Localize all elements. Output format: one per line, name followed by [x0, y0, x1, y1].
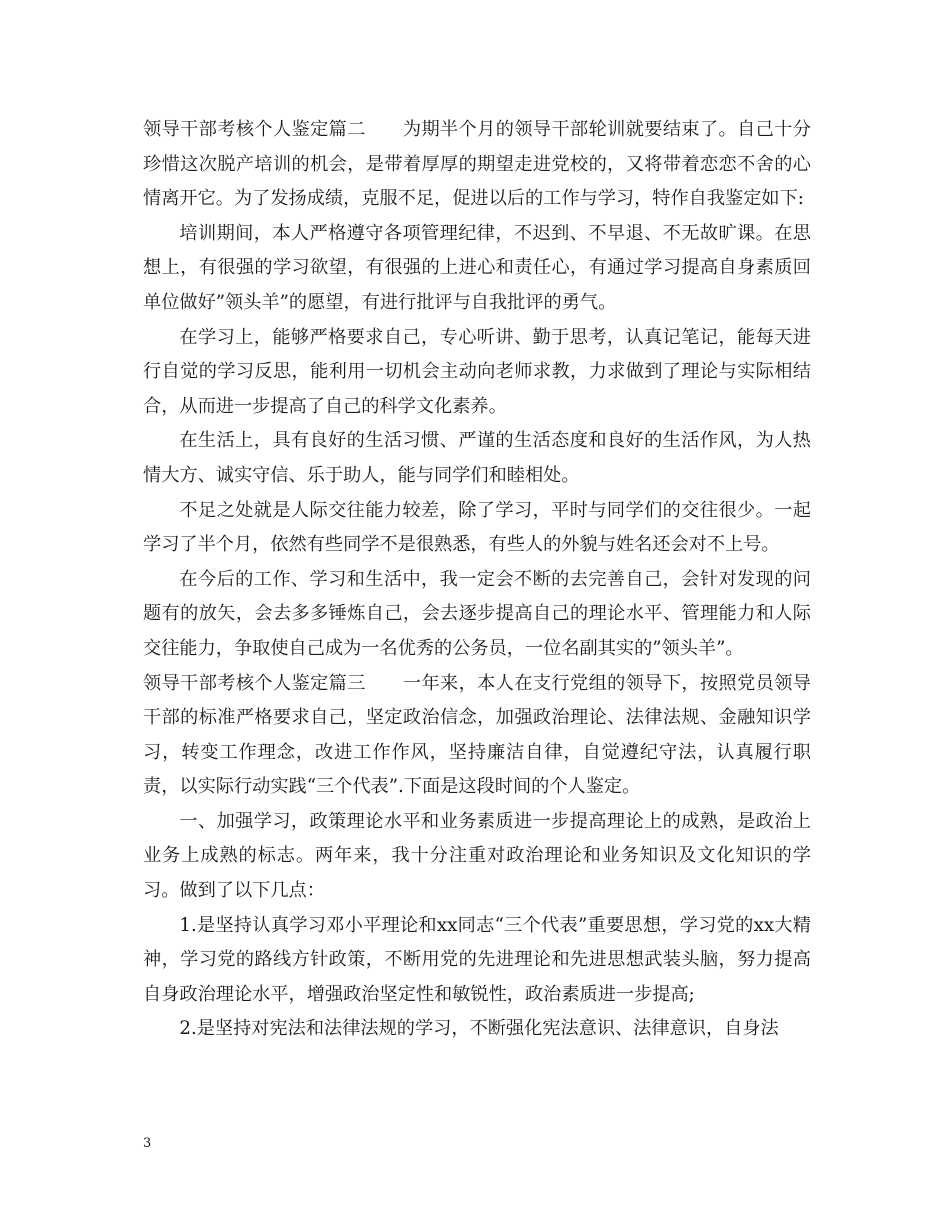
paragraph-8: 一、加强学习，政策理论水平和业务素质进一步提高理论上的成熟，是政治上业务上成熟的标志。两年来，我十分注重对政治理论和业务知识及文化知识的学习。做到了以下几点：	[143, 810, 811, 902]
paragraph-10: 2.是坚持对宪法和法律法规的学习，不断强化宪法意识、法律意识，自身法	[179, 1018, 779, 1040]
page-number: 3	[143, 1136, 152, 1151]
paragraph-1: 领导干部考核个人鉴定篇二 为期半个月的领导干部轮训就要结束了。自己十分珍惜这次脱产培训的机会，是带着厚厚的期望走进党校的，又将带着恋恋不舍的心情离开它。为了发扬成绩，克服不足，促进以后的工作与学习，特作自我鉴定如下:	[143, 119, 811, 210]
paragraph-7: 领导干部考核个人鉴定篇三 一年来，本人在支行党组的领导下，按照党员领导干部的标准严格要求自己，坚定政治信念，加强政治理论、法律法规、金融知识学习，转变工作理念，改进工作作风，坚持廉洁自律，自觉遵纪守法，认真履行职责，以实际行动实践“三个代表”.下面是这段时间的个人鉴定。	[143, 672, 811, 798]
paragraph-4: 在生活上，具有良好的生活习惯、严谨的生活态度和良好的生活作风，为人热情大方、诚实守信、乐于助人，能与同学们和睦相处。	[143, 430, 811, 486]
document-body	[143, 113, 811, 1047]
paragraph-2: 培训期间，本人严格遵守各项管理纪律，不迟到、不早退、不无故旷课。在思想上，有很强的学习欲望，有很强的上进心和责任心，有通过学习提高自身素质回单位做好”领头羊”的愿望，有进行批评与自我批评的勇气。	[143, 222, 811, 313]
paragraph-5: 不足之处就是人际交往能力较差，除了学习，平时与同学们的交往很少。一起学习了半个月，依然有些同学不是很熟悉，有些人的外貌与姓名还会对不上号。	[143, 499, 811, 556]
paragraph-3: 在学习上，能够严格要求自己，专心听讲、勤于思考，认真记笔记，能每天进行自觉的学习反思，能利用一切机会主动向老师求教，力求做到了理论与实际相结合，从而进一步提高了自己的科学文化素养。	[143, 326, 811, 417]
paragraph-9: 1.是坚持认真学习邓小平理论和xx同志“三个代表”重要思想，学习党的xx大精神，学习党的路线方针政策，不断用党的先进理论和先进思想武装头脑，努力提高自身政治理论水平，增强政治坚定性和敏锐性，政治素质进一步提高;	[143, 914, 811, 1005]
paragraph-6: 在今后的工作、学习和生活中，我一定会不断的去完善自己，会针对发现的问题有的放矢，会去多多锤炼自己，会去逐步提高自己的理论水平、管理能力和人际交往能力，争取使自己成为一名优秀的公务员，一位名副其实的”领头羊”。	[143, 568, 811, 659]
